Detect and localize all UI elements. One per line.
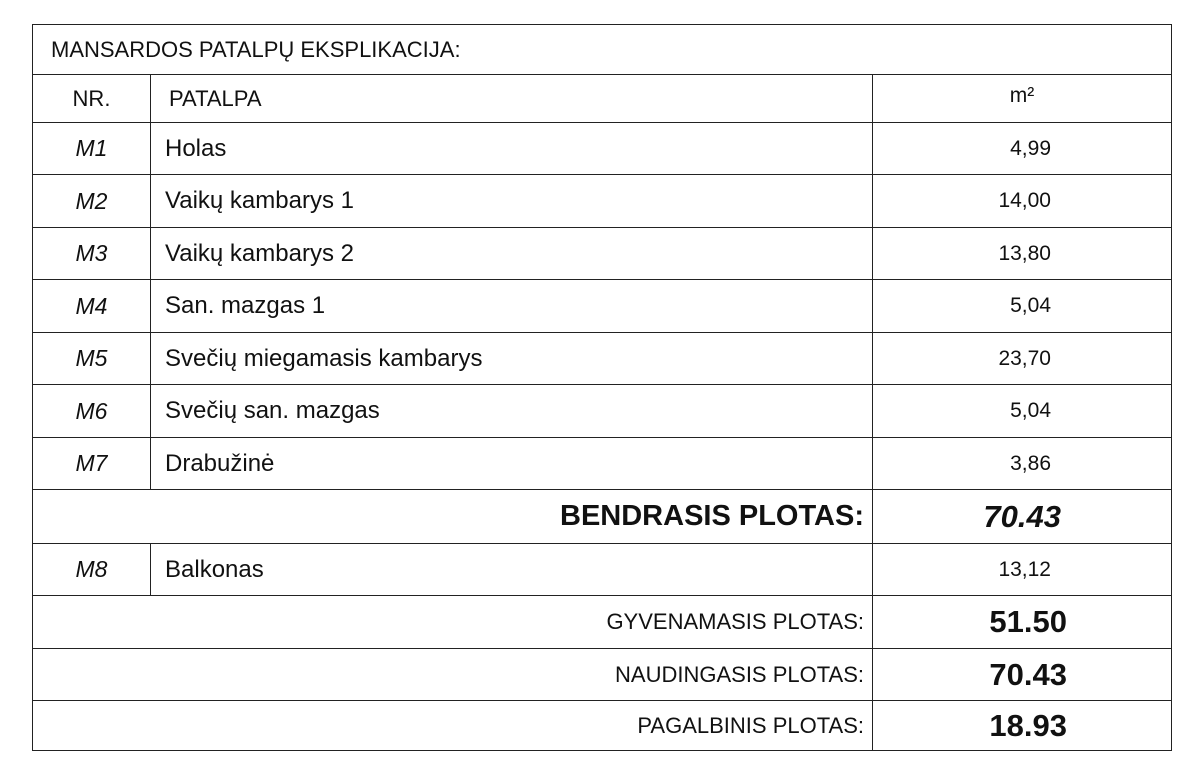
table-title-row [33, 25, 1171, 74]
living-area-value: 51.50 [989, 604, 1067, 639]
summary-row [33, 595, 1171, 648]
room-area: 14,00 [998, 189, 1051, 212]
auxiliary-area-value: 18.93 [989, 707, 1067, 743]
room-name: Drabužinė [151, 438, 873, 489]
useful-area-label: NAUDINGASIS PLOTAS: [33, 649, 873, 700]
room-area: 13,80 [998, 241, 1051, 265]
room-number: M1 [33, 123, 151, 174]
table-title: MANSARDOS PATALPŲ EKSPLIKACIJA: [51, 36, 461, 62]
room-area: 4,99 [1010, 136, 1051, 160]
table-row [33, 174, 1171, 227]
table-row [33, 279, 1171, 332]
table-row [33, 543, 1171, 595]
room-number: M7 [33, 438, 151, 489]
living-area-label: GYVENAMASIS PLOTAS: [33, 596, 873, 648]
table-row [33, 384, 1171, 437]
explication-table [32, 24, 1172, 751]
room-name: San. mazgas 1 [151, 280, 873, 332]
total-area-label: BENDRASIS PLOTAS: [33, 490, 873, 543]
room-name: Svečių miegamasis kambarys [151, 333, 873, 384]
table-row [33, 437, 1171, 489]
summary-row [33, 648, 1171, 700]
room-name: Balkonas [151, 544, 873, 595]
table-row [33, 332, 1171, 384]
total-area-value: 70.43 [983, 498, 1061, 534]
summary-row [33, 700, 1171, 750]
room-area: 13,12 [998, 557, 1051, 581]
room-area: 5,04 [1010, 294, 1051, 317]
total-row [33, 489, 1171, 543]
room-name: Holas [151, 123, 873, 174]
room-name: Vaikų kambarys 1 [151, 175, 873, 227]
useful-area-value: 70.43 [989, 656, 1067, 692]
table-row [33, 122, 1171, 174]
room-area: 5,04 [1010, 399, 1051, 422]
table-row [33, 227, 1171, 279]
room-number: M4 [33, 280, 151, 332]
header-nr: NR. [33, 75, 151, 122]
room-area: 23,70 [998, 346, 1051, 370]
room-number: M8 [33, 544, 151, 595]
auxiliary-area-label: PAGALBINIS PLOTAS: [33, 701, 873, 750]
room-number: M2 [33, 175, 151, 227]
header-name: PATALPA [151, 75, 873, 122]
header-row [33, 74, 1171, 122]
room-name: Svečių san. mazgas [151, 385, 873, 437]
room-area: 3,86 [1010, 451, 1051, 475]
header-area: m² [1009, 83, 1035, 107]
room-name: Vaikų kambarys 2 [151, 228, 873, 279]
room-number: M6 [33, 385, 151, 437]
room-number: M5 [33, 333, 151, 384]
room-number: M3 [33, 228, 151, 279]
